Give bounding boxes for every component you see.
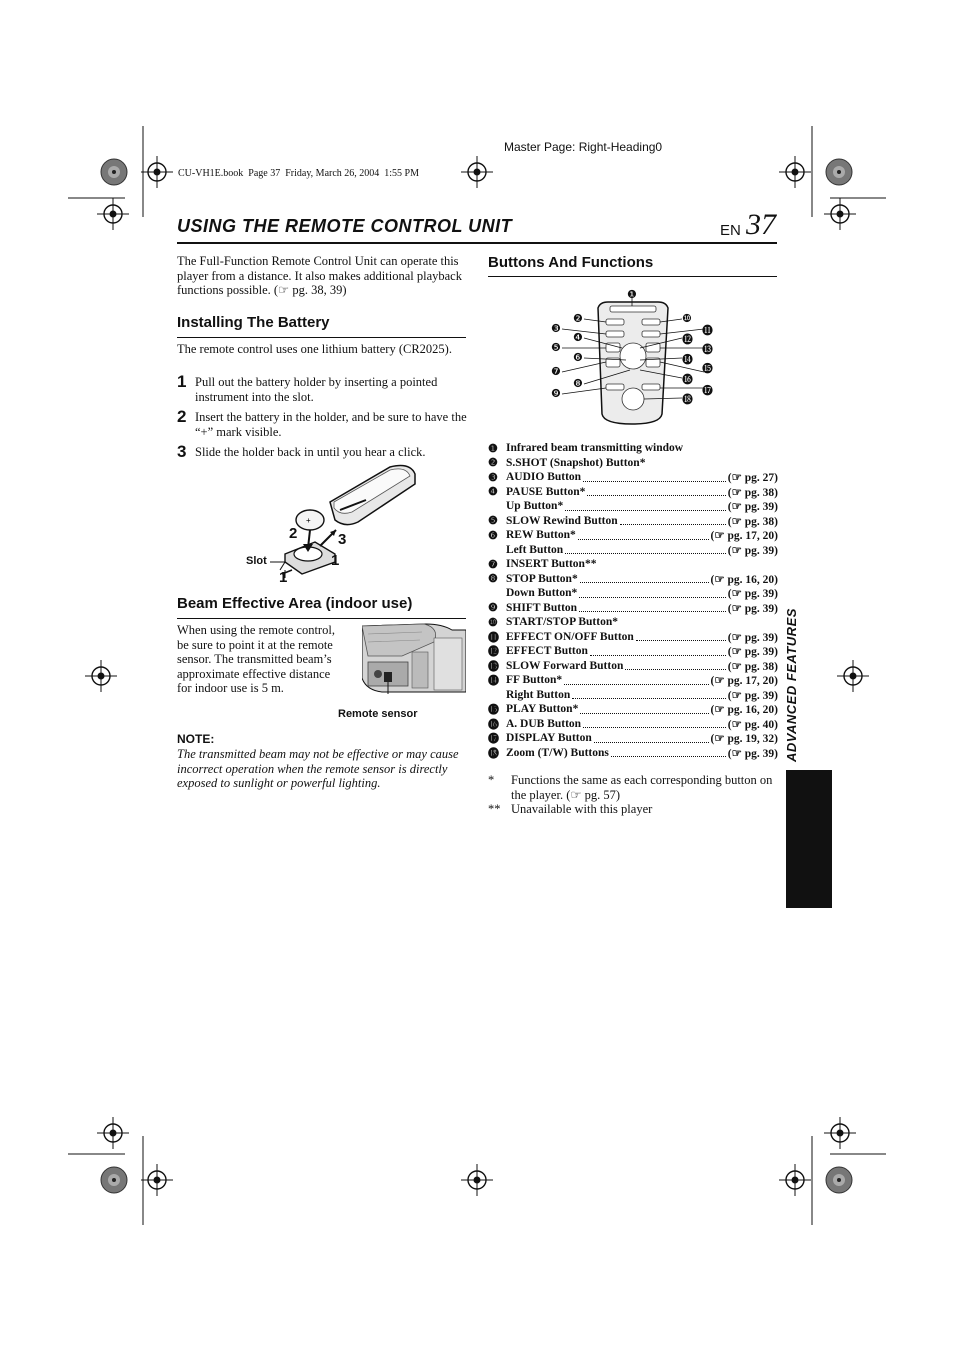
item-ref: (☞ pg. 16, 20): [710, 573, 778, 586]
item-number: ❿: [488, 616, 498, 629]
section-side-tab: [786, 770, 832, 908]
item-label: SHIFT Button: [506, 601, 578, 614]
item-label: PLAY Button*: [506, 703, 579, 716]
battery-illustration: [240, 462, 420, 587]
item-label: S.SHOT (Snapshot) Button*: [506, 456, 646, 469]
item-number: ⓭: [488, 660, 499, 673]
item-label: SLOW Rewind Button: [506, 514, 618, 527]
beam-rule: [177, 618, 466, 619]
item-number: ⓱: [488, 733, 499, 746]
leader-dots: [565, 502, 726, 511]
list-item: [488, 673, 778, 688]
leader-dots: [580, 574, 709, 583]
item-ref: (☞ pg. 19, 32): [710, 733, 778, 746]
footnote: [488, 802, 778, 817]
step-text: Insert the battery in the holder, and be sure to have the “+” mark visible.: [195, 410, 467, 439]
file-info-line: CU-VH1E.book Page 37 Friday, March 26, 2004 1:55 PM: [178, 168, 420, 179]
item-label: Up Button*: [506, 500, 564, 513]
list-item: [488, 615, 778, 630]
list-item: [488, 543, 778, 558]
leader-dots: [587, 487, 725, 496]
item-number: ⓮: [488, 675, 499, 688]
footnote-mark: *: [488, 773, 495, 787]
item-number: ⓰: [488, 718, 499, 731]
step-text: Slide the holder back in until you hear a click.: [195, 445, 426, 459]
callout-16: ⓰: [682, 374, 693, 386]
callout-7: ❼: [551, 366, 561, 378]
list-item: [488, 702, 778, 717]
item-label: A. DUB Button: [506, 717, 582, 730]
beam-heading: Beam Effective Area (indoor use): [177, 595, 413, 612]
buttons-rule: [488, 276, 777, 277]
leader-dots: [579, 589, 725, 598]
leader-dots: [620, 516, 726, 525]
item-ref: (☞ pg. 38): [727, 486, 778, 499]
step-1: [177, 372, 467, 404]
leader-dots: [594, 734, 709, 743]
footnotes: [488, 773, 778, 817]
callout-2: ❷: [573, 313, 583, 325]
leader-dots: [572, 690, 726, 699]
item-ref: (☞ pg. 27): [727, 472, 778, 485]
item-label: Right Button: [506, 688, 571, 701]
list-item: [488, 514, 778, 529]
item-label: Down Button*: [506, 587, 578, 600]
list-item: [488, 441, 778, 456]
item-number: ⓫: [488, 631, 499, 644]
step-2: [177, 407, 467, 439]
footnote-text: Functions the same as each corresponding button on the player. (☞ pg. 57): [511, 773, 773, 802]
item-ref: (☞ pg. 40): [727, 718, 778, 731]
remote-sensor-illustration: [362, 622, 466, 694]
callout-18: ⓲: [682, 394, 693, 406]
item-number: ⓲: [488, 747, 499, 760]
leader-dots: [636, 632, 726, 641]
callout-14: ⓮: [682, 354, 693, 366]
remote-sensor-label: Remote sensor: [338, 708, 418, 720]
item-label: REW Button*: [506, 529, 576, 542]
item-number: ❺: [488, 515, 498, 528]
item-label: DISPLAY Button: [506, 732, 592, 745]
callout-13: ⓭: [702, 344, 713, 356]
item-label: INSERT Button**: [506, 558, 597, 571]
callout-9: ❾: [551, 388, 561, 400]
step-3: [177, 442, 467, 462]
list-item: [488, 644, 778, 659]
item-number: ❶: [488, 442, 498, 455]
footnote-text: Unavailable with this player: [511, 802, 653, 816]
battery-steps: [177, 372, 467, 462]
item-ref: (☞ pg. 39): [727, 646, 778, 659]
leader-dots: [583, 719, 726, 728]
battery-heading: Installing The Battery: [177, 314, 330, 331]
list-item: [488, 630, 778, 645]
battery-intro: The remote control uses one lithium battery (CR2025).: [177, 342, 452, 356]
fig-num-1-left: 1: [279, 569, 288, 586]
remote-control-diagram: [540, 286, 720, 436]
master-page-label: Master Page: Right-Heading0: [504, 140, 663, 154]
callout-17: ⓱: [702, 385, 713, 397]
callout-1: ❶: [627, 289, 637, 301]
header-rule: [177, 242, 777, 244]
callout-6: ❻: [573, 352, 583, 364]
step-number: 2: [177, 407, 187, 426]
list-item: [488, 572, 778, 587]
item-label: PAUSE Button*: [506, 485, 586, 498]
leader-dots: [579, 603, 726, 612]
item-ref: (☞ pg. 39): [727, 747, 778, 760]
list-item: [488, 688, 778, 703]
language-code: EN: [720, 222, 741, 239]
item-label: SLOW Forward Button: [506, 659, 624, 672]
button-list: [488, 441, 778, 760]
item-number: ❼: [488, 558, 498, 571]
fig-num-2: 2: [289, 525, 298, 542]
item-label: STOP Button*: [506, 572, 578, 585]
item-number: ⓯: [488, 704, 499, 717]
intro-text: The Full-Function Remote Control Unit can operate this player from a distance. It also makes additional playback functions possible. (☞ pg. 38, 39): [177, 254, 462, 297]
item-number: ⓬: [488, 646, 499, 659]
list-item: [488, 499, 778, 514]
item-ref: (☞ pg. 39): [727, 501, 778, 514]
svg-text:+: +: [306, 516, 311, 525]
item-ref: (☞ pg. 39): [727, 631, 778, 644]
leader-dots: [611, 748, 726, 757]
item-number: ❻: [488, 529, 498, 542]
item-number: ❽: [488, 573, 498, 586]
item-ref: (☞ pg. 39): [727, 602, 778, 615]
battery-rule: [177, 337, 466, 338]
list-item: [488, 731, 778, 746]
page-number: 37: [746, 208, 776, 241]
leader-dots: [583, 473, 726, 482]
item-label: EFFECT ON/OFF Button: [506, 630, 634, 643]
leader-dots: [625, 661, 725, 670]
item-number: ❸: [488, 471, 498, 484]
callout-15: ⓯: [702, 363, 713, 375]
list-item: [488, 746, 778, 761]
callout-8: ❽: [573, 378, 583, 390]
callout-3: ❸: [551, 323, 561, 335]
step-number: 3: [177, 442, 187, 461]
list-item: [488, 717, 778, 732]
item-ref: (☞ pg. 16, 20): [710, 704, 778, 717]
callout-11: ⓫: [702, 325, 713, 337]
item-ref: (☞ pg. 38): [727, 660, 778, 673]
leader-dots: [590, 647, 726, 656]
step-number: 1: [177, 372, 187, 391]
item-ref: (☞ pg. 39): [727, 689, 778, 702]
item-number: ❹: [488, 486, 498, 499]
list-item: [488, 456, 778, 471]
footnote-mark: **: [488, 802, 501, 816]
list-item: [488, 485, 778, 500]
item-ref: (☞ pg. 39): [727, 544, 778, 557]
slot-label: Slot: [246, 555, 267, 567]
fig-num-3: 3: [338, 531, 347, 548]
callout-4: ❹: [573, 332, 583, 344]
footnote: [488, 773, 778, 802]
item-ref: (☞ pg. 17, 20): [710, 530, 778, 543]
list-item: [488, 557, 778, 572]
list-item: [488, 586, 778, 601]
item-label: Zoom (T/W) Buttons: [506, 746, 609, 759]
fig-num-1-right: 1: [331, 552, 340, 569]
leader-dots: [580, 705, 708, 714]
list-item: [488, 659, 778, 674]
note-label: NOTE:: [177, 732, 215, 746]
beam-text: When using the remote control, be sure to point it at the remote sensor. The transmitted beam’s approximate effective distance for indoor use is 5 m.: [177, 623, 335, 695]
step-text: Pull out the battery holder by inserting a pointed instrument into the slot.: [195, 375, 438, 404]
page-title: USING THE REMOTE CONTROL UNIT: [177, 216, 513, 236]
item-label: START/STOP Button*: [506, 616, 618, 629]
callout-10: ❿: [682, 313, 692, 325]
list-item: [488, 601, 778, 616]
item-ref: (☞ pg. 39): [727, 588, 778, 601]
section-side-label: ADVANCED FEATURES: [784, 608, 799, 762]
item-label: Infrared beam transmitting window: [506, 442, 684, 455]
item-number: ❾: [488, 602, 498, 615]
leader-dots: [565, 545, 726, 554]
list-item: [488, 528, 778, 543]
item-ref: (☞ pg. 17, 20): [710, 675, 778, 688]
item-label: FF Button*: [506, 674, 563, 687]
item-ref: (☞ pg. 38): [727, 515, 778, 528]
item-number: ❷: [488, 457, 498, 470]
list-item: [488, 470, 778, 485]
item-label: AUDIO Button: [506, 471, 582, 484]
leader-dots: [578, 531, 709, 540]
buttons-heading: Buttons And Functions: [488, 254, 654, 271]
item-label: Left Button: [506, 543, 564, 556]
callout-5: ❺: [551, 342, 561, 354]
callout-12: ⓬: [682, 334, 693, 346]
note-text: The transmitted beam may not be effective or may cause incorrect operation when the remote sensor is directly exposed to sunlight or powerful lighting.: [177, 747, 459, 790]
item-label: EFFECT Button: [506, 645, 588, 658]
leader-dots: [564, 676, 708, 685]
